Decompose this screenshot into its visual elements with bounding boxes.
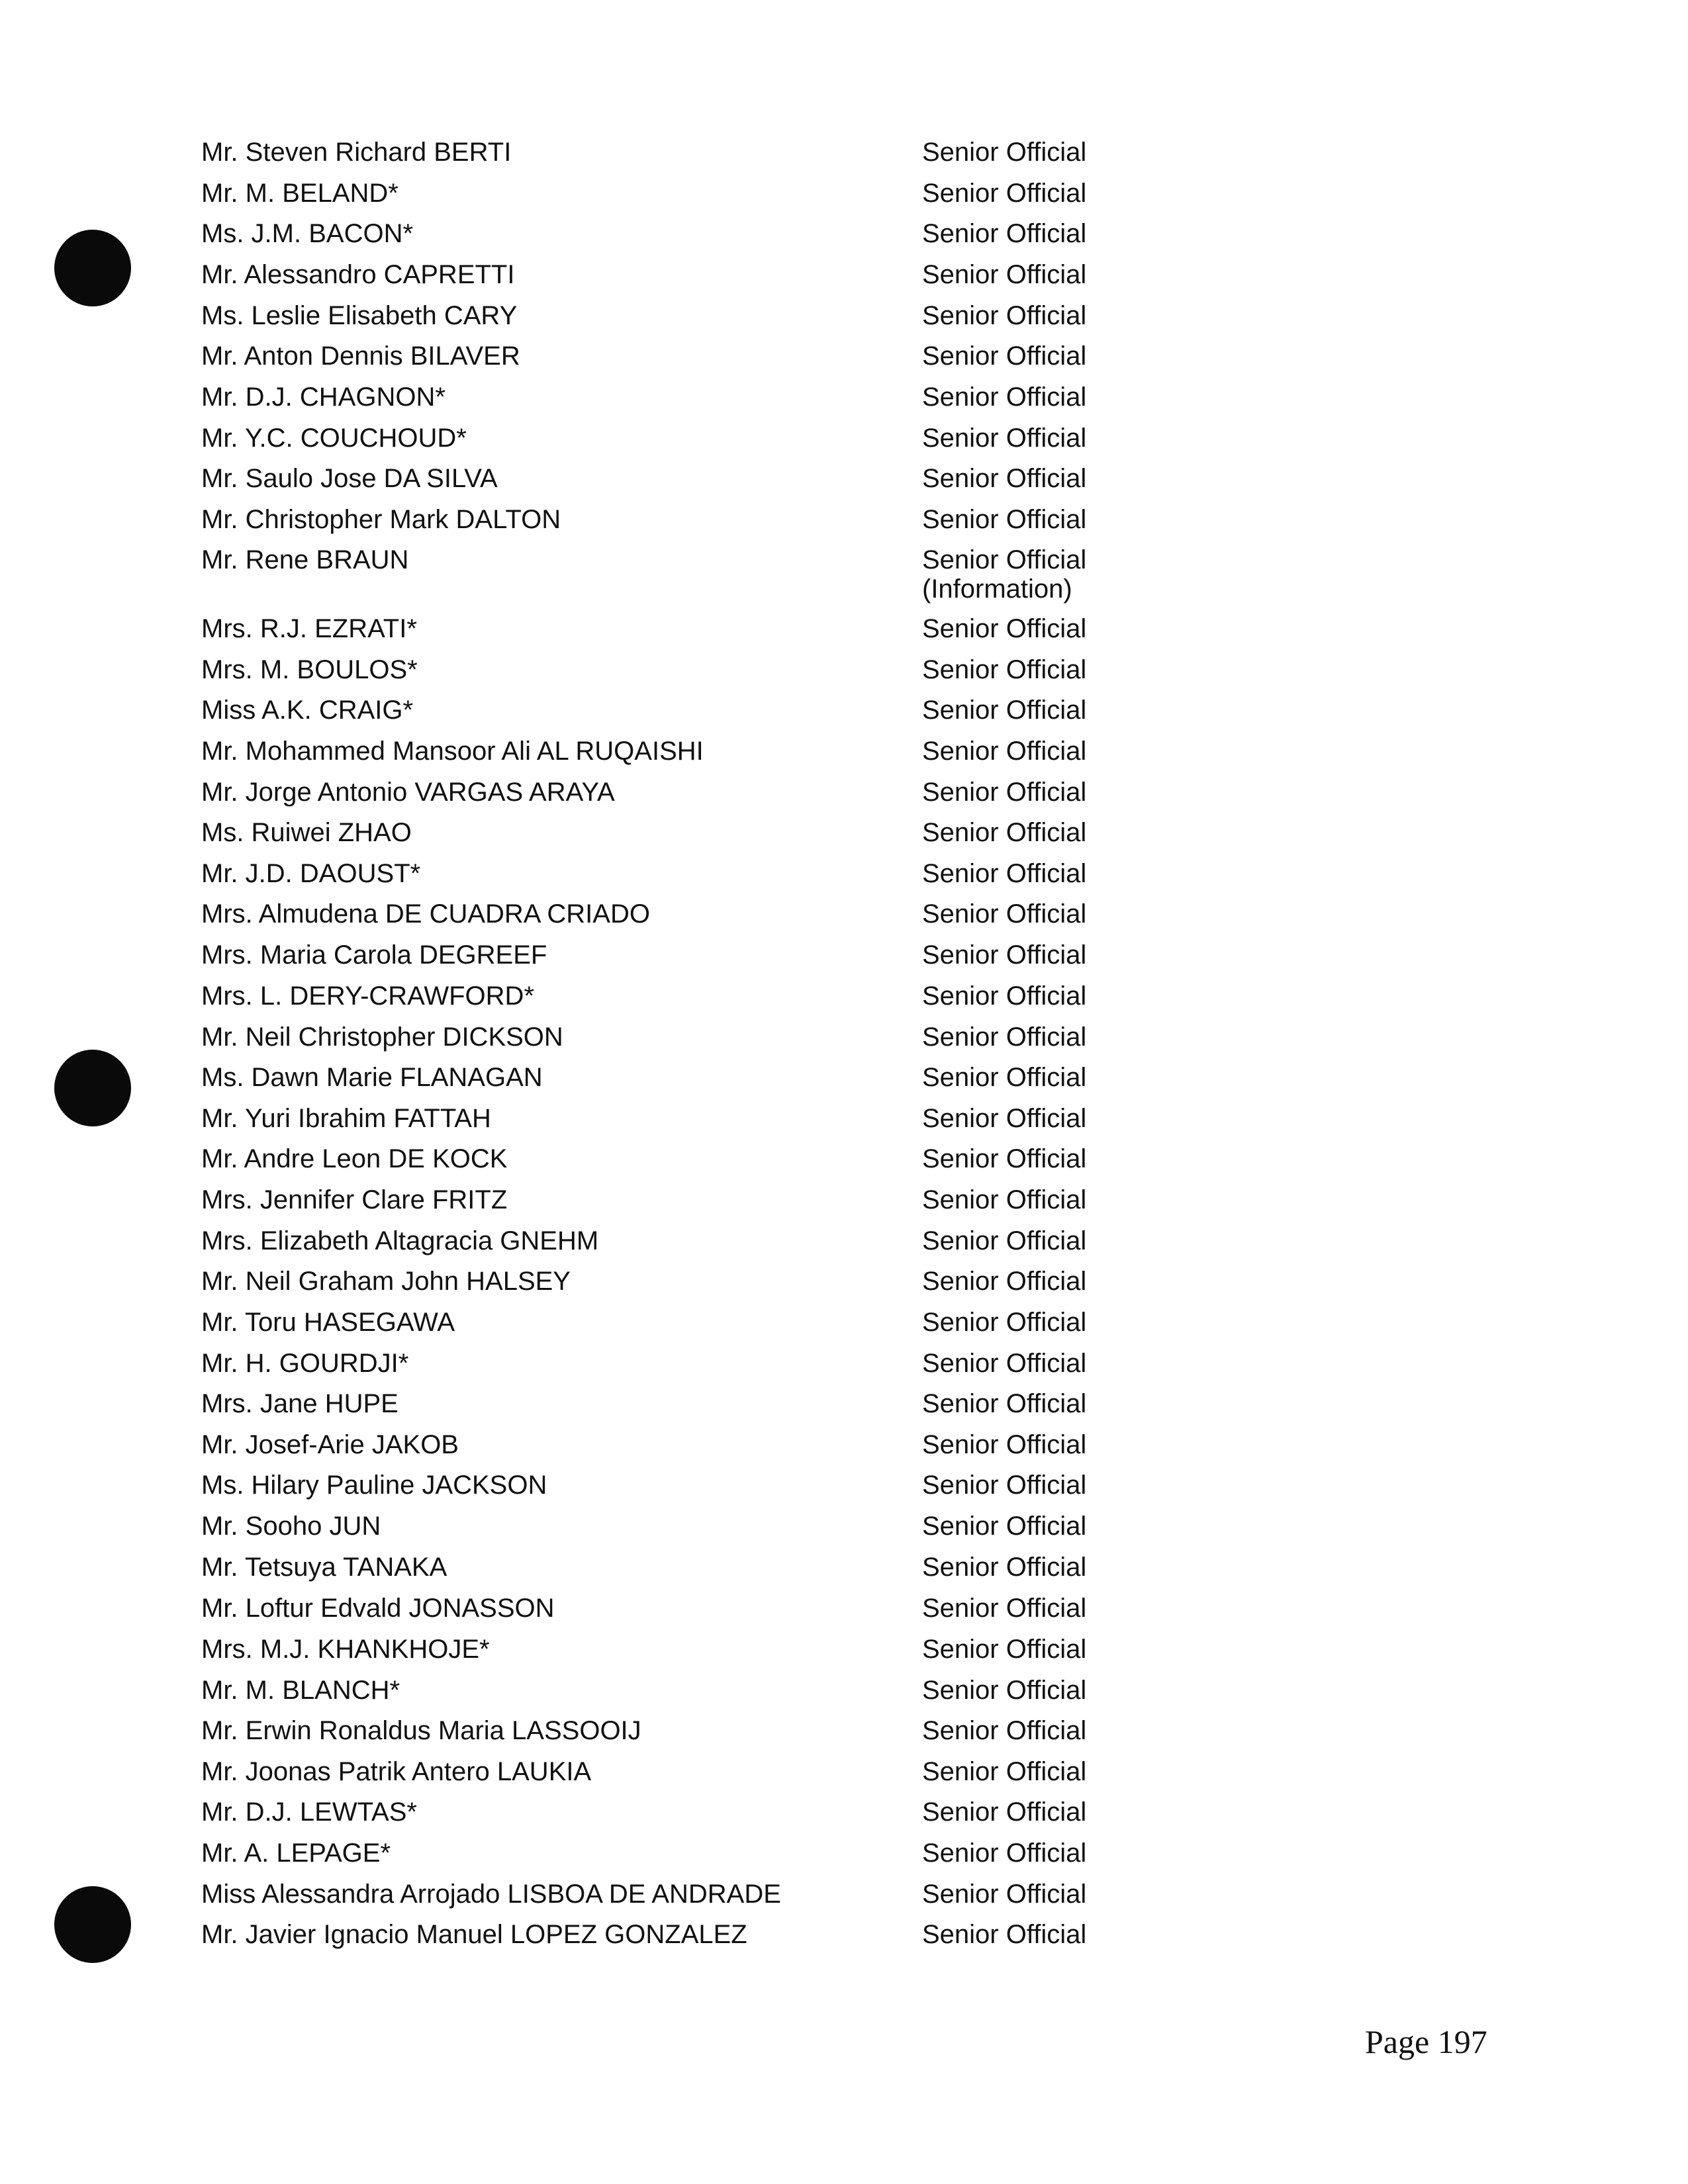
official-name: Mr. Rene BRAUN bbox=[201, 545, 409, 574]
official-title: Senior Official bbox=[922, 464, 1087, 493]
list-item bbox=[0, 737, 1688, 776]
official-name: Mr. Toru HASEGAWA bbox=[201, 1308, 455, 1337]
official-name: Mrs. Elizabeth Altagracia GNEHM bbox=[201, 1226, 599, 1255]
official-title: Senior Official bbox=[922, 301, 1087, 330]
list-item bbox=[0, 219, 1688, 259]
list-item bbox=[0, 1676, 1688, 1715]
official-name: Mr. Neil Graham John HALSEY bbox=[201, 1267, 571, 1296]
official-name: Mr. Yuri Ibrahim FATTAH bbox=[201, 1104, 491, 1133]
official-name: Ms. Leslie Elisabeth CARY bbox=[201, 301, 518, 330]
official-title: Senior Official bbox=[922, 859, 1087, 888]
official-name: Mr. Mohammed Mansoor Ali AL RUQAISHI bbox=[201, 737, 704, 766]
official-name: Mr. Alessandro CAPRETTI bbox=[201, 260, 515, 289]
list-item bbox=[0, 1716, 1688, 1756]
list-item bbox=[0, 179, 1688, 218]
list-item bbox=[0, 1512, 1688, 1551]
official-title: Senior Official bbox=[922, 138, 1087, 167]
official-name: Mr. Loftur Edvald JONASSON bbox=[201, 1594, 555, 1623]
list-item bbox=[0, 1553, 1688, 1592]
official-title: Senior Official bbox=[922, 1553, 1087, 1582]
list-item bbox=[0, 778, 1688, 817]
official-name: Mr. M. BELAND* bbox=[201, 179, 399, 208]
list-item bbox=[0, 1023, 1688, 1062]
official-name: Mr. Anton Dennis BILAVER bbox=[201, 341, 520, 371]
official-name: Mrs. M.J. KHANKHOJE* bbox=[201, 1635, 490, 1664]
official-title: Senior Official bbox=[922, 1471, 1087, 1500]
official-title: Senior Official bbox=[922, 1144, 1087, 1173]
list-item bbox=[0, 1635, 1688, 1674]
list-item bbox=[0, 1308, 1688, 1347]
list-item bbox=[0, 899, 1688, 939]
list-item bbox=[0, 1226, 1688, 1266]
official-title: Senior Official bbox=[922, 1594, 1087, 1623]
list-item bbox=[0, 859, 1688, 899]
list-item bbox=[0, 424, 1688, 463]
official-name: Mr. A. LEPAGE* bbox=[201, 1839, 391, 1868]
list-item bbox=[0, 260, 1688, 300]
official-name: Mr. Andre Leon DE KOCK bbox=[201, 1144, 508, 1173]
official-name: Mrs. L. DERY-CRAWFORD* bbox=[201, 981, 535, 1011]
list-item bbox=[0, 1389, 1688, 1429]
official-title: Senior Official bbox=[922, 545, 1087, 574]
official-name: Mr. Josef-Arie JAKOB bbox=[201, 1430, 459, 1459]
official-title: Senior Official bbox=[922, 1267, 1087, 1296]
official-name: Mr. Javier Ignacio Manuel LOPEZ GONZALEZ bbox=[201, 1920, 747, 1949]
list-item bbox=[0, 301, 1688, 341]
official-name: Ms. J.M. BACON* bbox=[201, 219, 414, 248]
official-title: Senior Official bbox=[922, 1676, 1087, 1705]
official-title: Senior Official bbox=[922, 1880, 1087, 1909]
official-name: Mrs. Almudena DE CUADRA CRIADO bbox=[201, 899, 650, 929]
official-title: Senior Official bbox=[922, 1716, 1087, 1745]
official-title: Senior Official bbox=[922, 1635, 1087, 1664]
list-item bbox=[0, 1144, 1688, 1184]
official-title: Senior Official bbox=[922, 424, 1087, 453]
official-name: Mr. J.D. DAOUST* bbox=[201, 859, 421, 888]
official-title: Senior Official bbox=[922, 383, 1087, 412]
official-name: Mr. Joonas Patrik Antero LAUKIA bbox=[201, 1757, 592, 1786]
list-item bbox=[0, 341, 1688, 381]
official-name: Mr. Christopher Mark DALTON bbox=[201, 505, 561, 534]
official-title: Senior Official bbox=[922, 1308, 1087, 1337]
list-item bbox=[0, 464, 1688, 504]
official-title-note: (Information) bbox=[922, 574, 1072, 604]
official-name: Mr. Steven Richard BERTI bbox=[201, 138, 512, 167]
list-item bbox=[0, 1471, 1688, 1510]
official-title: Senior Official bbox=[922, 179, 1087, 208]
official-name: Mr. D.J. LEWTAS* bbox=[201, 1797, 417, 1827]
official-title: Senior Official bbox=[922, 778, 1087, 807]
official-title: Senior Official bbox=[922, 1063, 1087, 1092]
official-name: Mrs. Jennifer Clare FRITZ bbox=[201, 1185, 508, 1214]
list-item bbox=[0, 1880, 1688, 1919]
list-item bbox=[0, 981, 1688, 1021]
official-title: Senior Official bbox=[922, 614, 1087, 643]
official-title: Senior Official bbox=[922, 737, 1087, 766]
official-title: Senior Official bbox=[922, 1797, 1087, 1827]
official-title: Senior Official bbox=[922, 1512, 1087, 1541]
official-title: Senior Official bbox=[922, 655, 1087, 684]
official-title: Senior Official bbox=[922, 1023, 1087, 1052]
list-item bbox=[0, 1063, 1688, 1103]
official-title: Senior Official bbox=[922, 1104, 1087, 1133]
page-number: Page 197 bbox=[1365, 2023, 1487, 2060]
list-item bbox=[0, 1430, 1688, 1470]
list-item bbox=[0, 818, 1688, 858]
official-name: Mrs. Jane HUPE bbox=[201, 1389, 399, 1418]
list-item bbox=[0, 1594, 1688, 1633]
official-name: Ms. Ruiwei ZHAO bbox=[201, 818, 412, 847]
official-title: Senior Official bbox=[922, 1757, 1087, 1786]
official-name: Mr. M. BLANCH* bbox=[201, 1676, 400, 1705]
list-item bbox=[0, 696, 1688, 735]
official-title: Senior Official bbox=[922, 1430, 1087, 1459]
official-name: Mr. H. GOURDJI* bbox=[201, 1349, 409, 1378]
list-item bbox=[0, 1797, 1688, 1837]
official-name: Miss A.K. CRAIG* bbox=[201, 696, 414, 725]
official-title: Senior Official bbox=[922, 260, 1087, 289]
list-item bbox=[0, 383, 1688, 422]
list-item bbox=[0, 1920, 1688, 1960]
official-title: Senior Official bbox=[922, 1185, 1087, 1214]
list-item bbox=[0, 545, 1688, 618]
official-name: Mr. Saulo Jose DA SILVA bbox=[201, 464, 498, 493]
official-name: Miss Alessandra Arrojado LISBOA DE ANDRADE bbox=[201, 1880, 781, 1909]
official-name: Mr. Neil Christopher DICKSON bbox=[201, 1023, 563, 1052]
official-title: Senior Official bbox=[922, 1389, 1087, 1418]
official-title: Senior Official bbox=[922, 219, 1087, 248]
list-item bbox=[0, 1267, 1688, 1306]
official-title: Senior Official bbox=[922, 899, 1087, 929]
list-item bbox=[0, 1185, 1688, 1225]
list-item bbox=[0, 1839, 1688, 1878]
official-title: Senior Official bbox=[922, 696, 1087, 725]
official-name: Mrs. M. BOULOS* bbox=[201, 655, 418, 684]
list-item bbox=[0, 505, 1688, 545]
official-title: Senior Official bbox=[922, 1349, 1087, 1378]
official-title: Senior Official bbox=[922, 818, 1087, 847]
list-item bbox=[0, 1757, 1688, 1797]
list-item bbox=[0, 940, 1688, 980]
list-item bbox=[0, 614, 1688, 654]
official-name: Mr. Jorge Antonio VARGAS ARAYA bbox=[201, 778, 615, 807]
official-name: Mrs. R.J. EZRATI* bbox=[201, 614, 417, 643]
official-title: Senior Official bbox=[922, 505, 1087, 534]
official-title: Senior Official bbox=[922, 981, 1087, 1011]
list-item bbox=[0, 1104, 1688, 1144]
official-title: Senior Official bbox=[922, 940, 1087, 970]
official-title: Senior Official bbox=[922, 1920, 1087, 1949]
list-item bbox=[0, 138, 1688, 177]
list-item bbox=[0, 1349, 1688, 1388]
official-name: Ms. Hilary Pauline JACKSON bbox=[201, 1471, 547, 1500]
official-name: Mr. Tetsuya TANAKA bbox=[201, 1553, 447, 1582]
official-name: Mr. Y.C. COUCHOUD* bbox=[201, 424, 467, 453]
official-name: Ms. Dawn Marie FLANAGAN bbox=[201, 1063, 543, 1092]
official-name: Mr. Erwin Ronaldus Maria LASSOOIJ bbox=[201, 1716, 641, 1745]
list-item bbox=[0, 655, 1688, 695]
official-title: Senior Official bbox=[922, 1226, 1087, 1255]
official-title: Senior Official bbox=[922, 1839, 1087, 1868]
official-name: Mr. D.J. CHAGNON* bbox=[201, 383, 445, 412]
official-title: Senior Official bbox=[922, 341, 1087, 371]
official-name: Mr. Sooho JUN bbox=[201, 1512, 381, 1541]
official-name: Mrs. Maria Carola DEGREEF bbox=[201, 940, 547, 970]
